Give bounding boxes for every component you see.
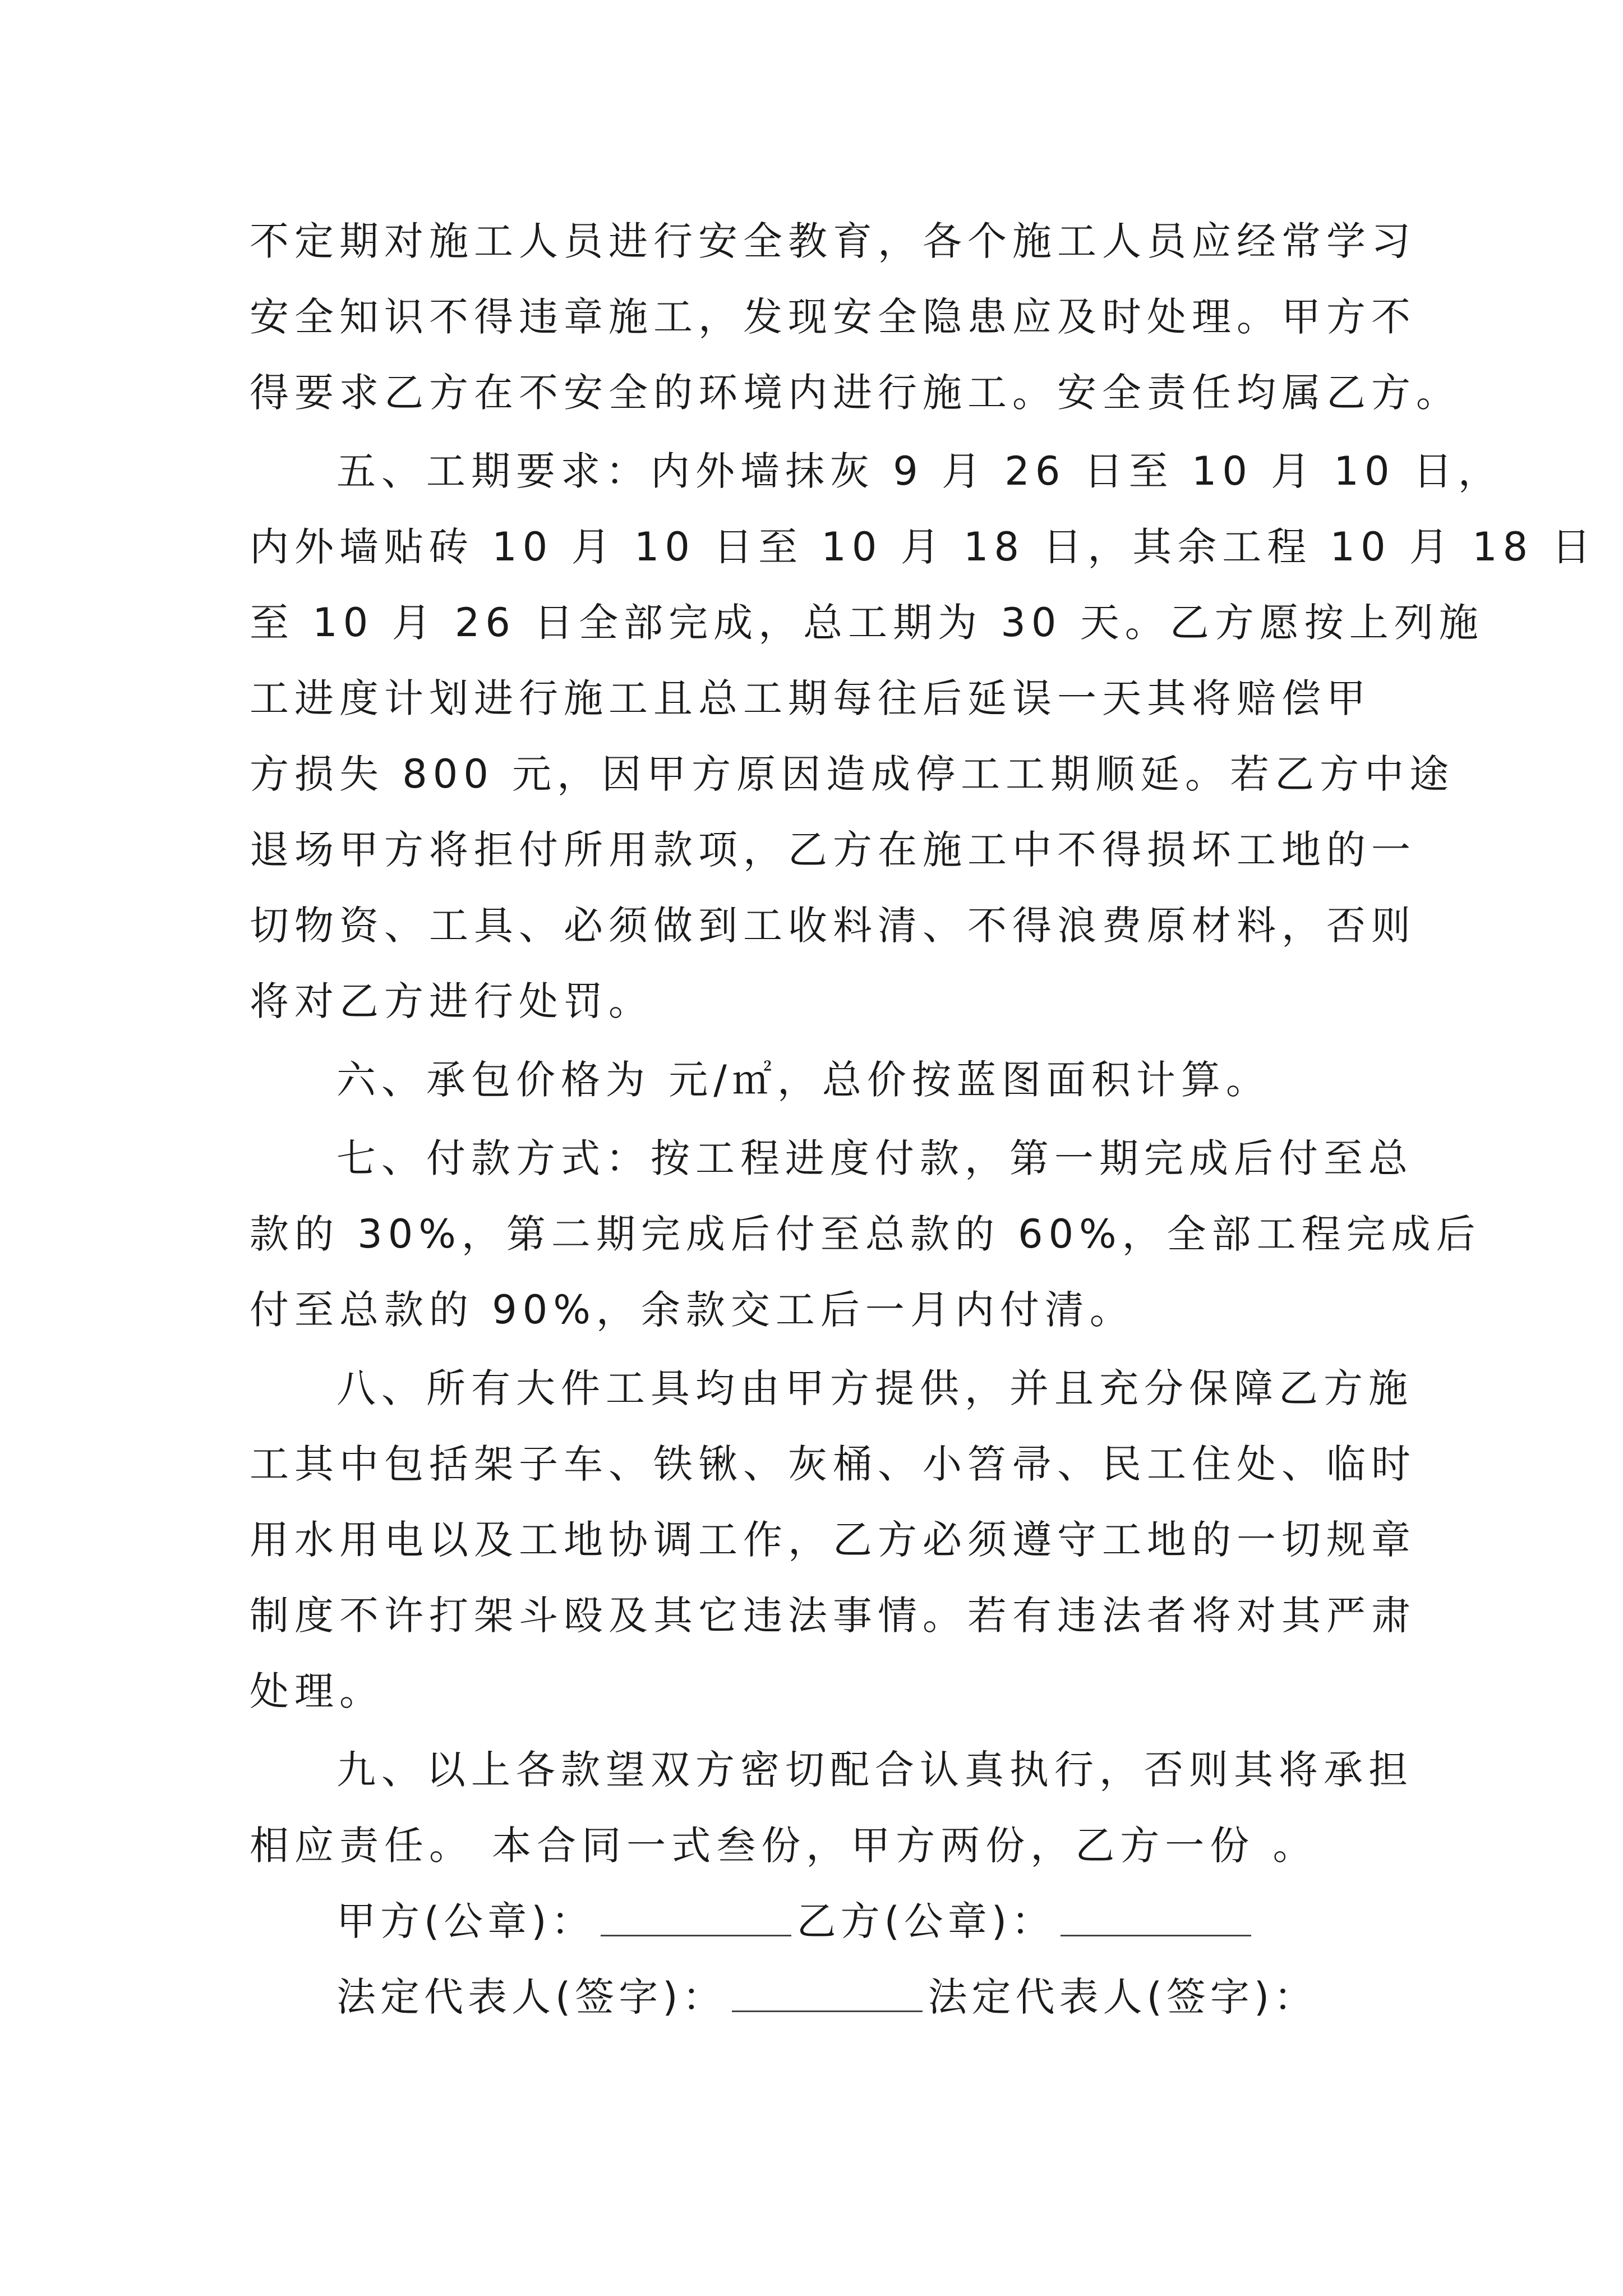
party-a-seal-label: 甲方(公章)： — [336, 1898, 595, 1944]
text-line: 工其中包括架子车、铁锹、灰桶、小笤帚、民工住处、临时 — [250, 1441, 1416, 1487]
text-line: 退场甲方将拒付所用款项，乙方在施工中不得损坏工地的一 — [250, 827, 1416, 873]
text-line: 内外墙贴砖 10 月 10 日至 10 月 18 日，其余工程 10 月 18 日 — [250, 524, 1597, 570]
clause-5-heading: 五、工期要求：内外墙抹灰 9 月 26 日至 10 月 10 日， — [336, 448, 1503, 494]
text-line: 工进度计划进行施工且总工期每往后延误一天其将赔偿甲 — [250, 675, 1371, 721]
rep-b-label: 法定代表人(签字)： — [928, 1974, 1318, 2020]
text-line: 切物资、工具、必须做到工收料清、不得浪费原材料，否则 — [250, 903, 1416, 949]
party-b-seal-blank — [1061, 1901, 1251, 1936]
seal-signature-row — [336, 1896, 1257, 1947]
text-line: 用水用电以及工地协调工作，乙方必须遵守工地的一切规章 — [250, 1517, 1416, 1563]
text-line: 方损失 800 元，因甲方原因造成停工工期顺延。若乙方中途 — [250, 751, 1455, 797]
clause-8-heading: 八、所有大件工具均由甲方提供，并且充分保障乙方施 — [336, 1365, 1413, 1411]
text-line: 将对乙方进行处罚。 — [250, 978, 653, 1024]
text-line: 至 10 月 26 日全部完成，总工期为 30 天。乙方愿按上列施 — [250, 600, 1484, 646]
representative-signature-row — [336, 1972, 1317, 2022]
party-b-seal-label: 乙方(公章)： — [796, 1898, 1055, 1944]
text-line: 相应责任。 本合同一式叁份，甲方两份，乙方一份 。 — [250, 1823, 1318, 1869]
clause-6-heading: 六、承包价格为 元/㎡，总价按蓝图面积计算。 — [336, 1057, 1271, 1103]
text-line: 制度不许打架斗殴及其它违法事情。若有违法者将对其严肃 — [250, 1593, 1416, 1639]
text-line: 付至总款的 90%，余款交工后一月内付清。 — [250, 1287, 1135, 1333]
rep-a-blank — [732, 1977, 923, 2012]
party-a-seal-blank — [601, 1901, 791, 1936]
text-line: 得要求乙方在不安全的环境内进行施工。安全责任均属乙方。 — [250, 370, 1461, 416]
text-line: 款的 30%，第二期完成后付至总款的 60%，全部工程完成后 — [250, 1211, 1481, 1257]
text-line: 处理。 — [250, 1668, 384, 1714]
text-line: 安全知识不得违章施工，发现安全隐患应及时处理。甲方不 — [250, 294, 1416, 340]
rep-a-label: 法定代表人(签字)： — [336, 1974, 726, 2020]
clause-9-heading: 九、以上各款望双方密切配合认真执行，否则其将承担 — [336, 1747, 1413, 1793]
clause-7-heading: 七、付款方式：按工程进度付款，第一期完成后付至总 — [336, 1135, 1413, 1181]
text-line: 不定期对施工人员进行安全教育，各个施工人员应经常学习 — [250, 218, 1416, 264]
